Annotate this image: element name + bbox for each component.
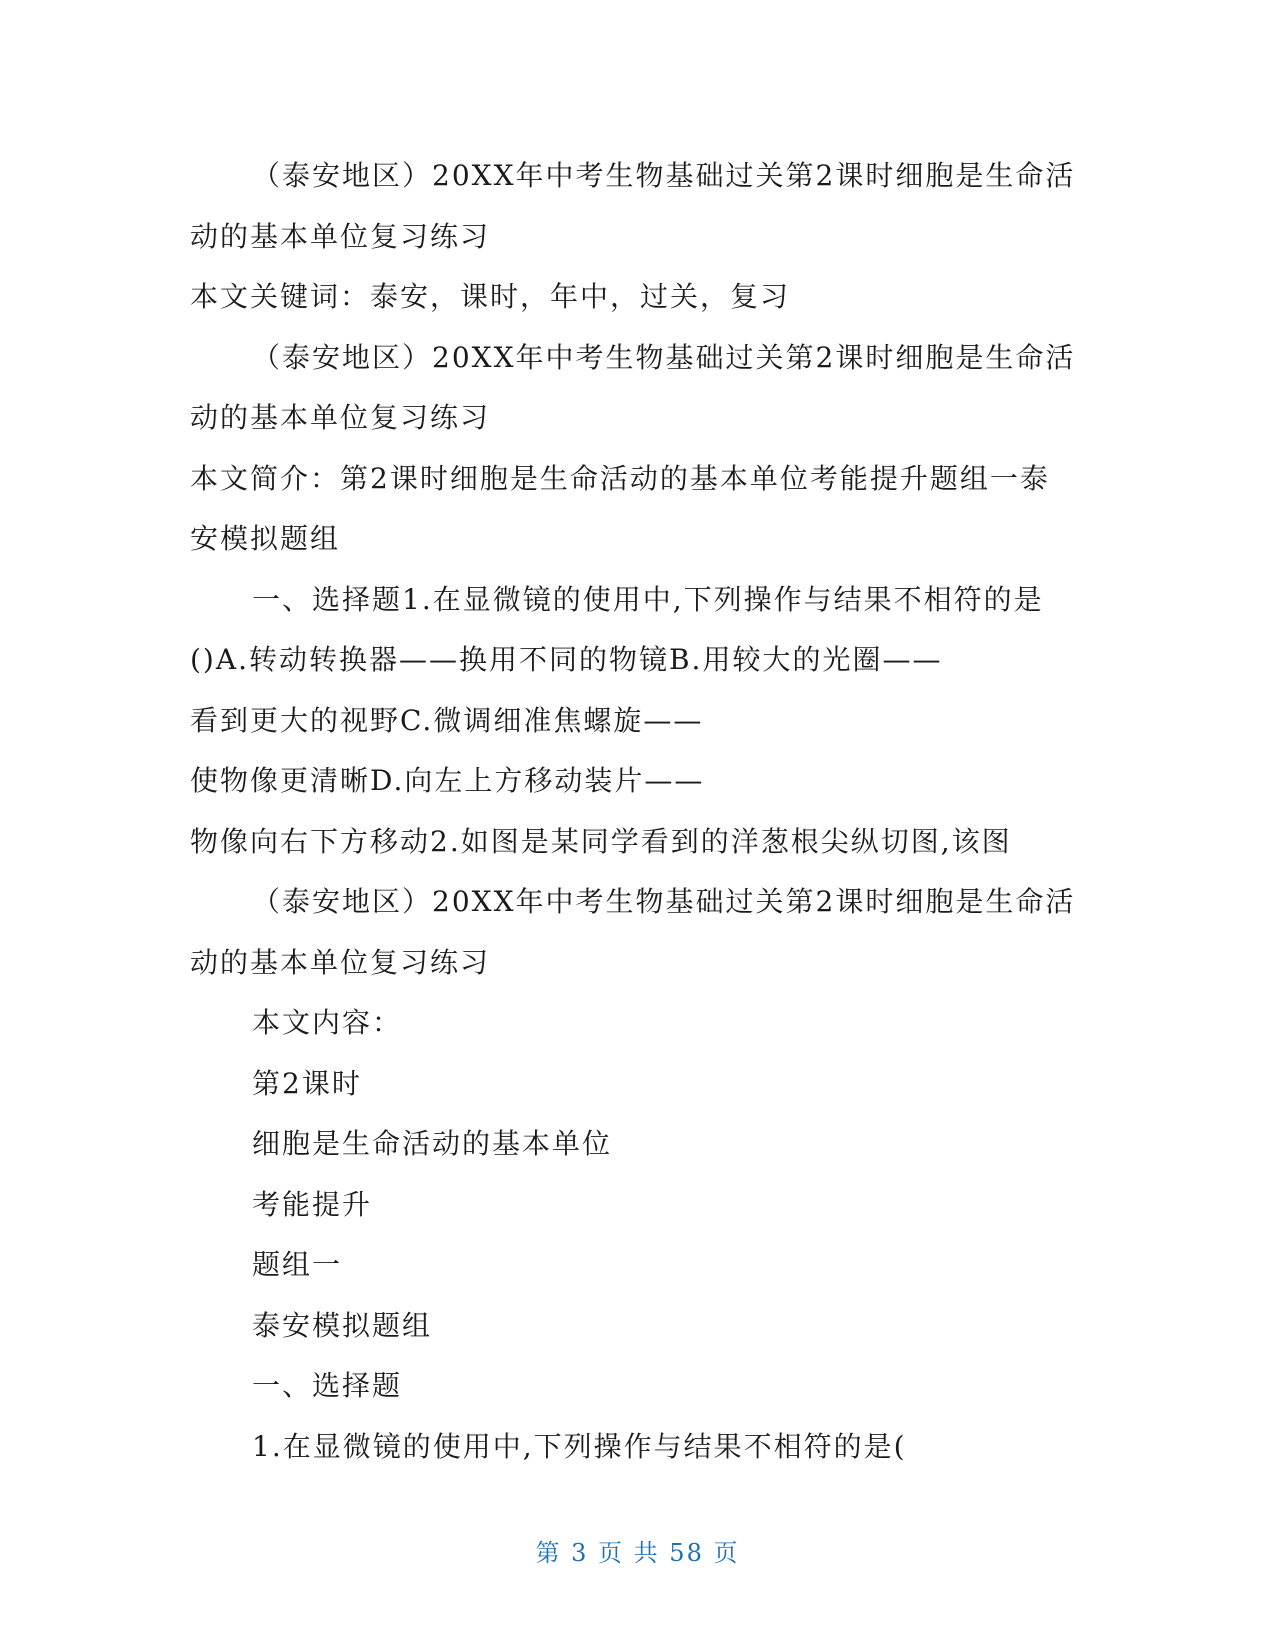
body-line: ()A.转动转换器——换用不同的物镜B.用较大的光圈—— [190,643,943,676]
content-line: 细胞是生命活动的基本单位 [252,1127,613,1160]
content-line: 1.在显微镜的使用中,下列操作与结果不相符的是( [252,1429,907,1463]
summary-line: 本文简介：第2课时细胞是生命活动的基本单位考能提升题组一泰 [190,461,1050,495]
content-line: 第2课时 [252,1066,362,1100]
page-number: 第 3 页 共 58 页 [535,1539,740,1567]
body-line: 一、选择题1.在显微镜的使用中,下列操作与结果不相符的是 [252,582,1044,616]
title-line: （泰安地区）20XX年中考生物基础过关第2课时细胞是生命活 [252,159,1076,192]
content-line: 一、选择题 [252,1369,403,1402]
title-line: 动的基本单位复习练习 [190,219,491,253]
title-line: （泰安地区）20XX年中考生物基础过关第2课时细胞是生命活 [252,885,1076,918]
body-line: 使物像更清晰D.向左上方移动装片—— [190,764,705,797]
document-body [190,146,1080,1477]
body-line: 看到更大的视野C.微调细准焦螺旋—— [190,703,704,737]
title-line: 动的基本单位复习练习 [190,401,491,434]
content-heading: 本文内容： [252,1006,403,1039]
content-line: 题组一 [252,1248,343,1281]
content-line: 考能提升 [252,1187,373,1221]
title-line: 动的基本单位复习练习 [190,945,491,979]
body-line: 物像向右下方移动2.如图是某同学看到的洋葱根尖纵切图,该图 [190,824,1012,858]
summary-line: 安模拟题组 [190,522,341,555]
content-line: 泰安模拟题组 [252,1308,433,1342]
title-line: （泰安地区）20XX年中考生物基础过关第2课时细胞是生命活 [252,340,1076,374]
keywords-line: 本文关键词：泰安，课时，年中，过关，复习 [190,280,791,313]
